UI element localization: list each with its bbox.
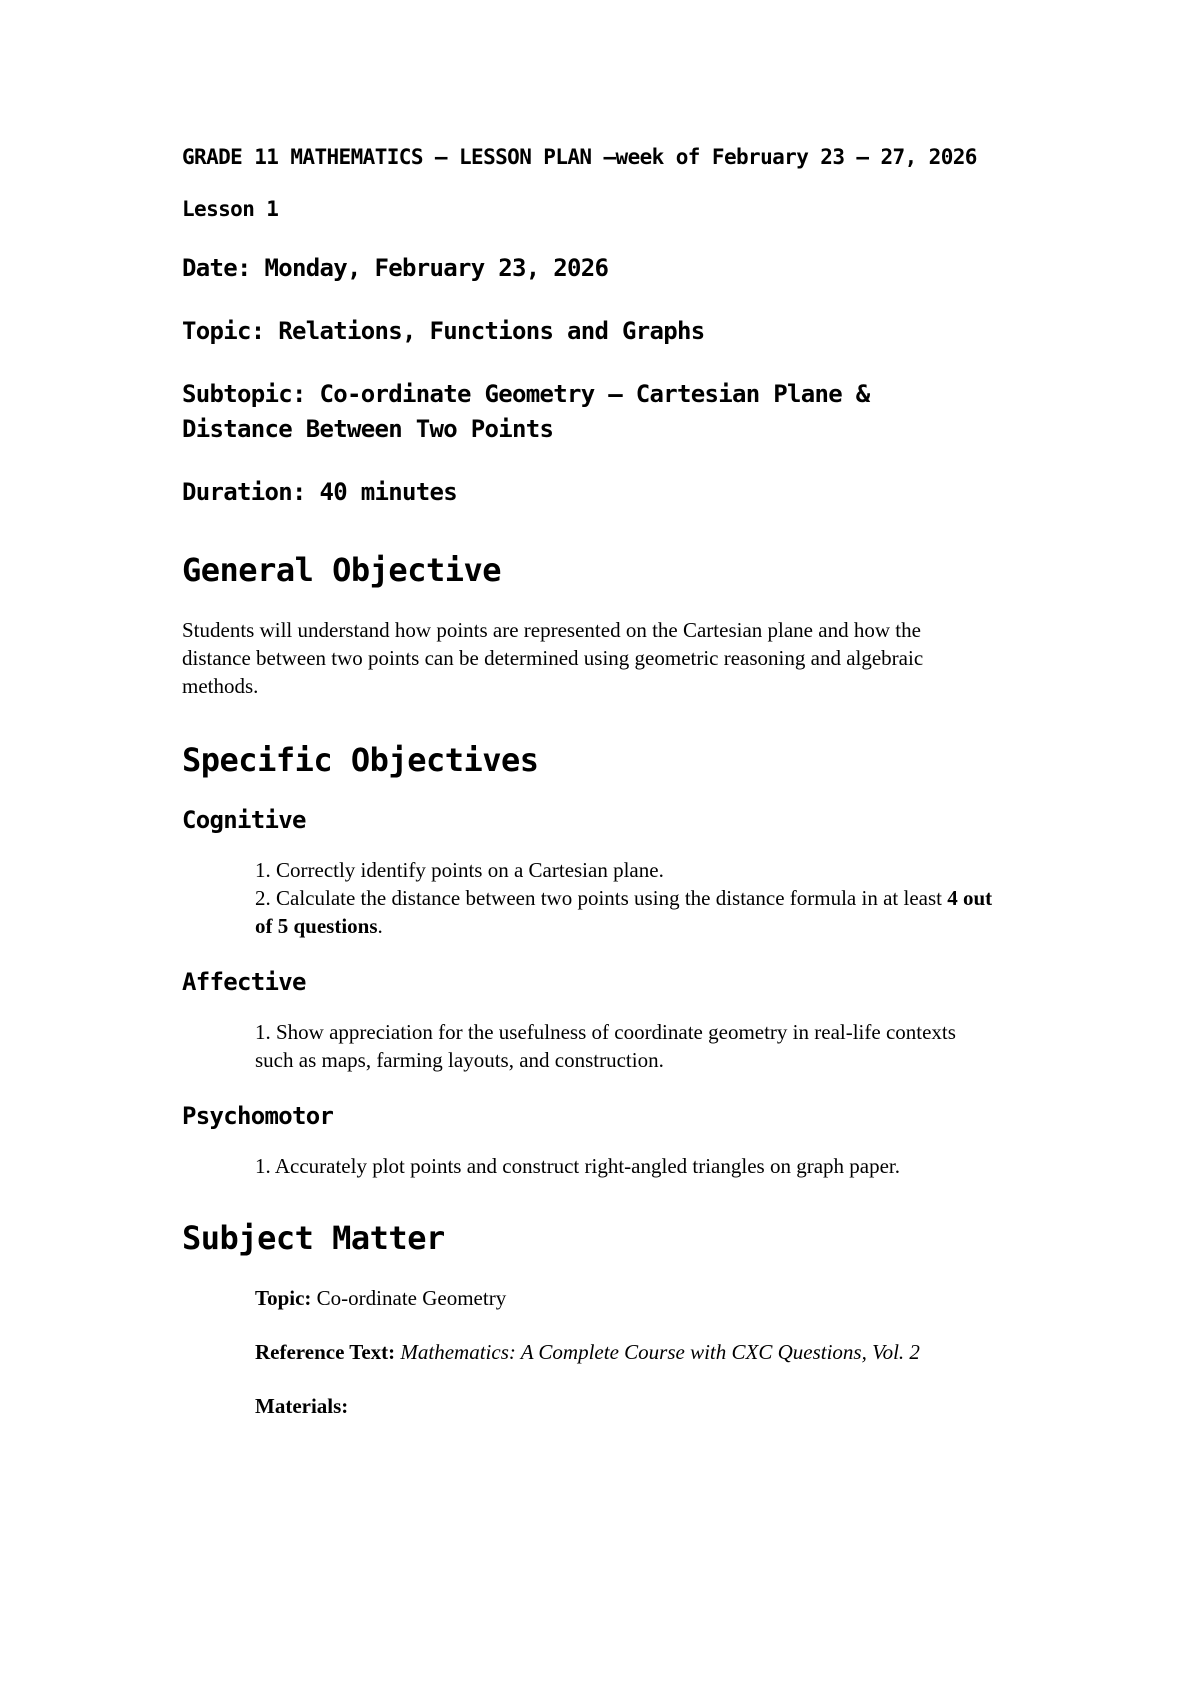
lesson-subtopic: Subtopic: Co-ordinate Geometry – Cartesian Plane & Distance Between Two Points [182,380,870,443]
subject-topic [255,1284,1062,1312]
subject-topic-label: Topic: [255,1286,312,1310]
subject-matter-heading: Subject Matter [182,1219,445,1257]
list-item: 1. Accurately plot points and construct right-angled triangles on graph paper. [255,1154,900,1178]
subject-reference [255,1338,1015,1366]
document-page [182,145,1062,1446]
list-item: 1. Correctly identify points on a Cartesian plane. [255,858,664,882]
lesson-topic: Topic: Relations, Functions and Graphs [182,317,705,345]
item-text: . [377,914,383,938]
psychomotor-heading: Psychomotor [182,1102,334,1130]
affective-list [255,1018,995,1074]
list-item: 1. Show appreciation for the usefulness of coordinate geometry in real-life contexts such as maps, farming layouts, and construction. [255,1020,956,1072]
item-text: 2. Calculate the distance between two points using the distance formula in at least [255,886,948,910]
document-title: GRADE 11 MATHEMATICS – LESSON PLAN –week of February 23 – 27, 2026 [182,145,977,169]
subject-reference-label: Reference Text: [255,1340,396,1364]
subject-materials-label: Materials: [255,1394,349,1418]
lesson-duration: Duration: 40 minutes [182,478,457,506]
lesson-date: Date: Monday, February 23, 2026 [182,254,609,282]
psychomotor-list [255,1152,1015,1180]
general-objective-heading: General Objective [182,551,502,589]
specific-objectives-heading: Specific Objectives [182,741,539,779]
affective-heading: Affective [182,968,306,996]
subject-reference-value: Mathematics: A Complete Course with CXC Questions, Vol. 2 [400,1340,920,1364]
subject-topic-value: Co-ordinate Geometry [311,1286,507,1310]
cognitive-heading: Cognitive [182,806,306,834]
item-emphasis: 4 out of 5 questions [255,886,993,938]
list-item [255,884,995,940]
cognitive-list [255,856,995,940]
general-objective-text: Students will understand how points are represented on the Cartesian plane and how the distance between two points can be determined using geometric reasoning and algebraic methods. [182,618,924,698]
subject-materials [255,1392,1062,1420]
lesson-number: Lesson 1 [182,197,279,221]
